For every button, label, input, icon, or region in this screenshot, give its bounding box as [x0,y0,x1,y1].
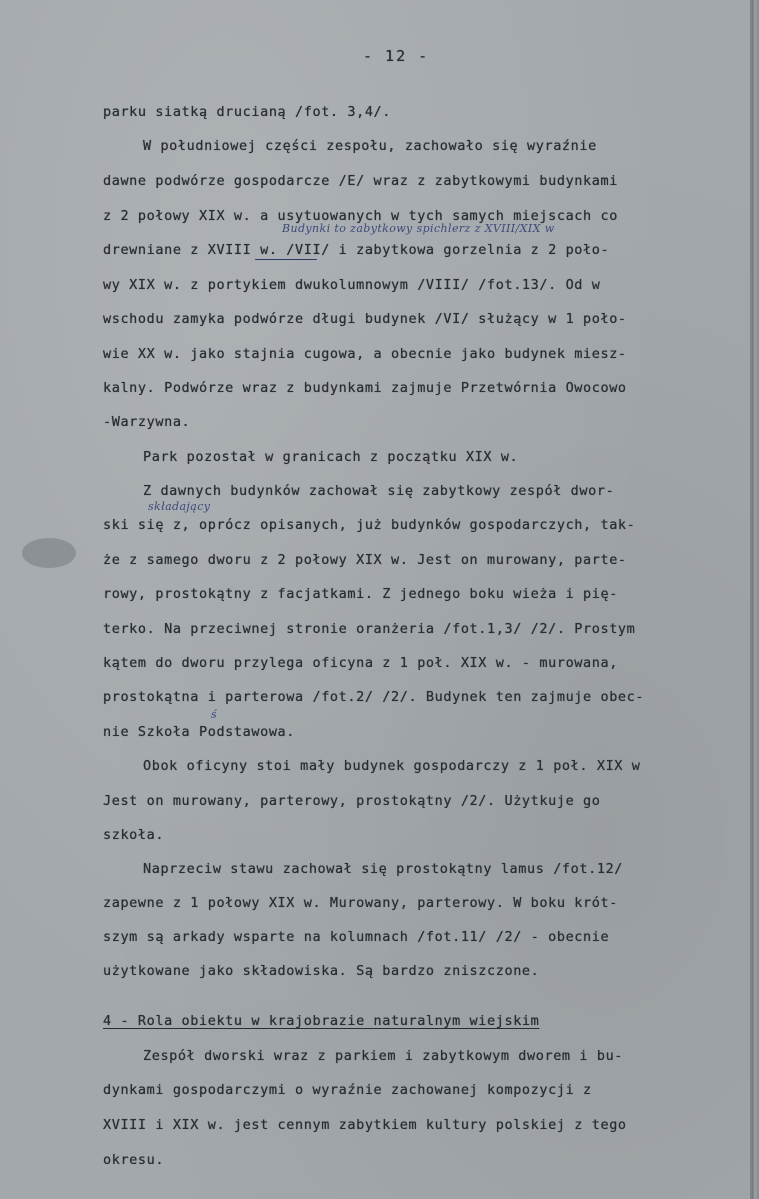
text-line: terko. Na przeciwnej stronie oranżeria /fot.1,3/ /2/. Prostym [103,621,636,637]
paper-stain [22,538,76,568]
text-line: rowy, prostokątny z facjatkami. Z jednego boku wieża i pię- [103,586,618,602]
text-line: drewniane z XVIII w. /VII/ i zabytkowa gorzelnia z 2 poło- [103,242,610,258]
text-line: Z dawnych budynków zachował się zabytkowy zespół dwor- [143,483,615,499]
text-line: dawne podwórze gospodarcze /E/ wraz z zabytkowymi budynkami [103,173,618,189]
text-line: z 2 połowy XIX w. a usytuowanych w tych samych miejscach co [103,208,618,224]
text-line: nie Szkoła Podstawowa. [103,724,296,740]
text-line: użytkowane jako składowiska. Są bardzo zniszczone. [103,963,540,979]
text-line: że z samego dworu z 2 połowy XIX w. Jest on murowany, parte- [103,552,627,568]
text-line: Naprzeciw stawu zachował się prostokątny lamus /fot.12/ [143,861,624,877]
text-line: szym są arkady wsparte na kolumnach /fot.11/ /2/ - obecnie [103,929,610,945]
text-line: prostokątna i parterowa /fot.2/ /2/. Budynek ten zajmuje obec- [103,689,645,705]
text-line: wy XIX w. z portykiem dwukolumnowym /VIII/ /fot.13/. Od w [103,277,601,293]
section-heading: 4 - Rola obiektu w krajobrazie naturalnym wiejskim [103,1013,540,1029]
text-line: XVIII i XIX w. jest cennym zabytkiem kultury polskiej z tego [103,1117,627,1133]
text-line: Zespół dworski wraz z parkiem i zabytkowym dworem i bu- [143,1048,624,1064]
text-line: wschodu zamyka podwórze długi budynek /VI/ służący w 1 poło- [103,311,627,327]
text-line: szkoła. [103,827,165,843]
text-line: parku siatką drucianą /fot. 3,4/. [103,104,392,120]
text-line: ski się z, oprócz opisanych, już budynków gospodarczych, tak- [103,517,636,533]
text-line: okresu. [103,1152,165,1168]
text-line: Jest on murowany, parterowy, prostokątny /2/. Użytkuje go [103,793,601,809]
handwritten-insert: Budynki to zabytkowy spichlerz z XVIII/XIX w [282,222,555,235]
text-line: Obok oficyny stoi mały budynek gospodarczy z 1 poł. XIX w [143,758,641,774]
text-line: -Warzywna. [103,414,191,430]
handwritten-insert: składający [148,500,211,513]
page-number: - 12 - [363,47,430,65]
text-line: Park pozostał w granicach z początku XIX w. [143,449,519,465]
paper-edge [752,0,759,1199]
text-line: wie XX w. jako stajnia cugowa, a obecnie jako budynek miesz- [103,346,627,362]
text-line: kalny. Podwórze wraz z budynkami zajmuje Przetwórnia Owocowo [103,380,627,396]
handwritten-correction: ś [211,708,218,721]
text-line: W południowej części zespołu, zachowało się wyraźnie [143,138,597,154]
text-line: zapewne z 1 połowy XIX w. Murowany, parterowy. W boku krót- [103,895,618,911]
handwritten-underline [255,259,317,260]
text-line: kątem do dworu przylega oficyna z 1 poł. XIX w. - murowana, [103,655,618,671]
text-line: dynkami gospodarczymi o wyraźnie zachowanej kompozycji z [103,1082,592,1098]
